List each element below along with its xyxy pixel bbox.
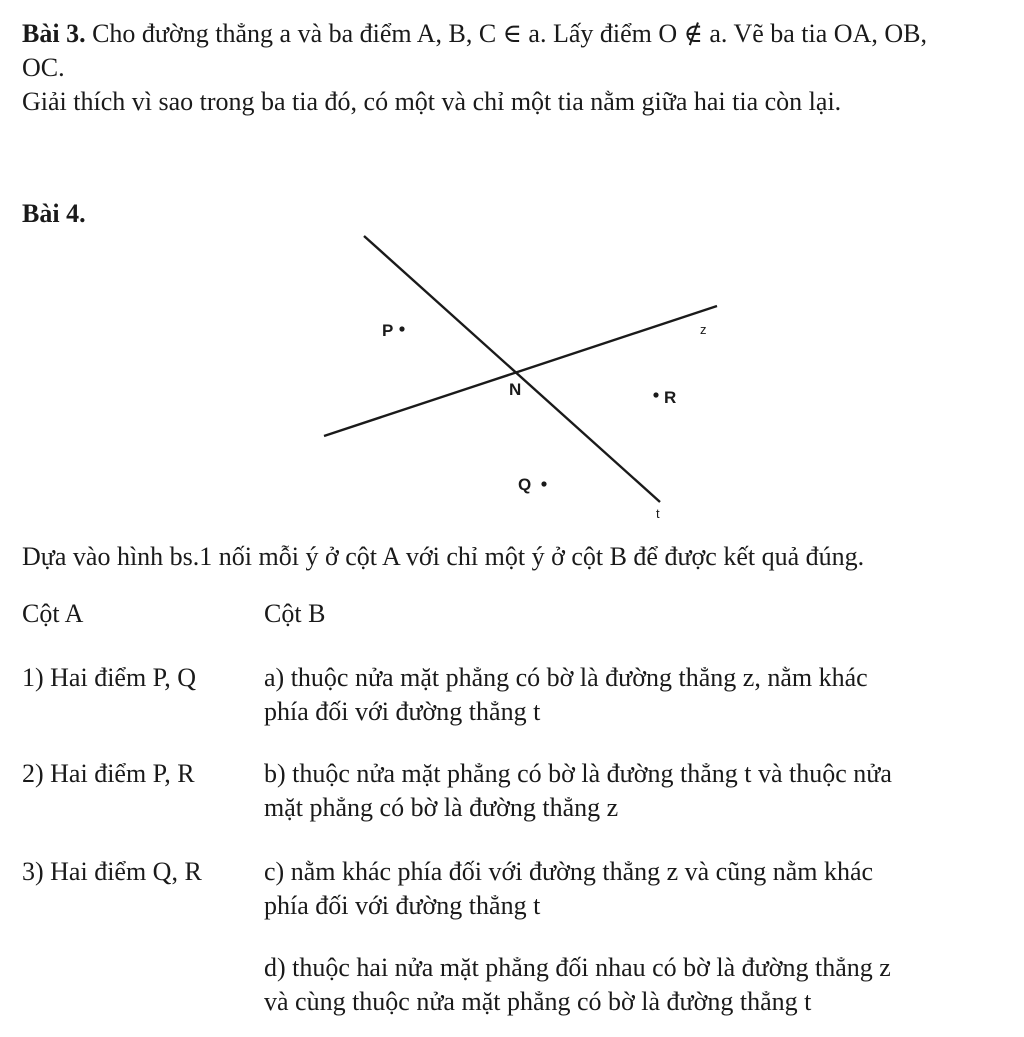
- label-t: t: [656, 506, 660, 520]
- col-a-item-2: 2) Hai điểm P, R: [22, 759, 195, 788]
- bai4-title: Bài 4.: [22, 199, 86, 228]
- col-b-item-b-line1: b) thuộc nửa mặt phẳng có bờ là đường thẳng t và thuộc nửa: [264, 759, 892, 788]
- label-p: P: [382, 321, 394, 340]
- col-b-item-d-line2: và cùng thuộc nửa mặt phẳng có bờ là đường thẳng t: [264, 987, 812, 1016]
- col-b-item-c-line1: c) nằm khác phía đối với đường thẳng z và cũng nằm khác: [264, 857, 874, 886]
- figure-svg: [300, 228, 740, 520]
- geometry-figure: [300, 228, 740, 520]
- label-n: N: [509, 380, 522, 399]
- col-a-item-3: 3) Hai điểm Q, R: [22, 857, 202, 886]
- col-b-item-c-line2: phía đối với đường thẳng t: [264, 891, 541, 920]
- col-b-item-d-line1: d) thuộc hai nửa mặt phẳng đối nhau có bờ là đường thẳng z: [264, 953, 891, 982]
- col-b-item-b-line2: mặt phẳng có bờ là đường thẳng z: [264, 793, 619, 822]
- bai3-title: Bài 3.: [22, 19, 86, 48]
- line-t: [364, 236, 660, 502]
- col-b-header: Cột B: [264, 599, 326, 628]
- bai3-line3: Giải thích vì sao trong ba tia đó, có một và chỉ một tia nằm giữa hai tia còn lại.: [22, 87, 842, 116]
- bai3-line1: [22, 18, 927, 50]
- col-b-item-a-line2: phía đối với đường thẳng t: [264, 697, 541, 726]
- col-a-header: Cột A: [22, 599, 84, 628]
- col-a-item-1: 1) Hai điểm P, Q: [22, 663, 197, 692]
- label-r: R: [664, 388, 677, 407]
- col-b-item-a-line1: a) thuộc nửa mặt phẳng có bờ là đường thẳng z, nằm khác: [264, 663, 868, 692]
- point-q: [541, 481, 546, 486]
- label-z: z: [700, 322, 707, 337]
- bai4-instruction: Dựa vào hình bs.1 nối mỗi ý ở cột A với chỉ một ý ở cột B để được kết quả đúng.: [22, 542, 865, 571]
- label-q: Q: [518, 475, 532, 494]
- point-p: [399, 326, 404, 331]
- bai3-line2: OC.: [22, 53, 65, 82]
- bai3-text-line1: Cho đường thẳng a và ba điểm A, B, C ∈ a. Lấy điểm O ∉ a. Vẽ ba tia OA, OB,: [85, 19, 927, 48]
- point-r: [653, 392, 658, 397]
